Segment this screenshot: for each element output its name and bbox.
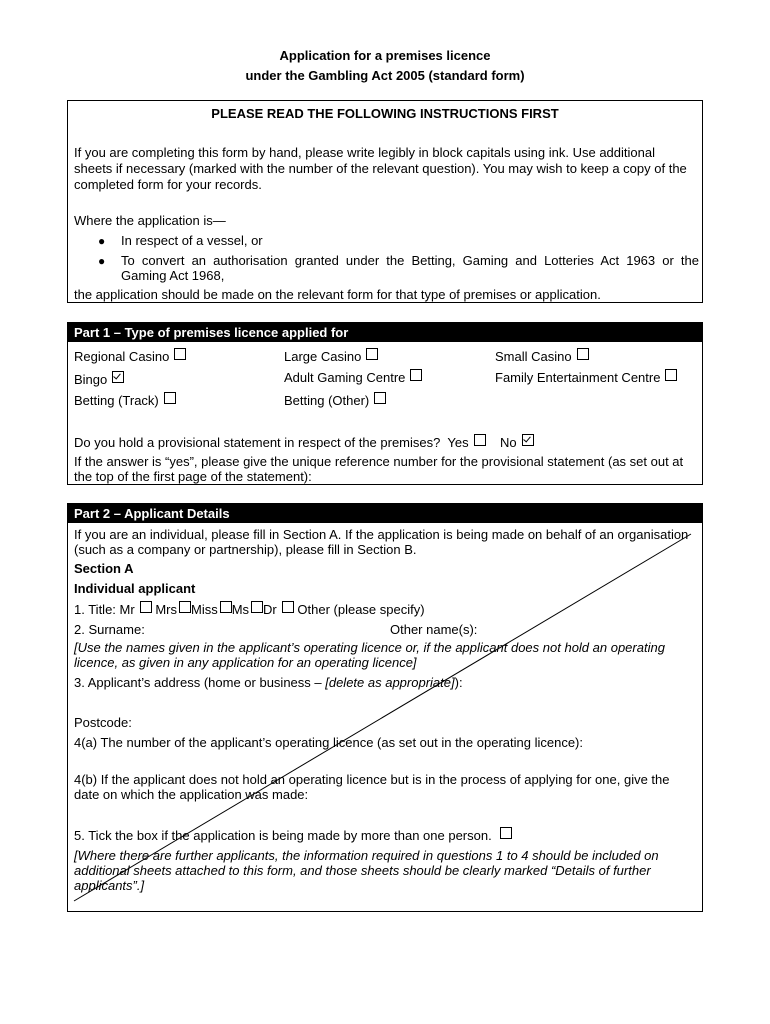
large-casino-checkbox[interactable] <box>366 348 378 360</box>
instructions-para: If you are completing this form by hand, please write legibly in block capitals using ink. Use additional sheets if necessary (marked with the number of the relevant question). You may wish to keep a copy of the completed form for your records. <box>74 145 687 192</box>
postcode-label: Postcode: <box>74 715 132 730</box>
title-row: 1. Title: Mr Mrs Miss Ms Dr Other (please specify) <box>74 602 425 617</box>
strike-through-line <box>68 504 702 911</box>
where-intro: Where the application is— <box>74 213 226 228</box>
family-entertainment-centre-checkbox[interactable] <box>665 369 677 381</box>
provisional-note: If the answer is “yes”, please give the unique reference number for the provisional statement (as set out at the top of the first page of the statement): <box>74 454 684 484</box>
form-title-line1: Application for a premises licence <box>279 48 491 63</box>
part1-box <box>67 322 703 485</box>
part1-header: Part 1 – Type of premises licence applied for <box>68 323 702 342</box>
option-adult-gaming-centre: Adult Gaming Centre <box>284 369 422 385</box>
bullet-item-convert: To convert an authorisation granted under the Betting, Gaming and Lotteries Act 1963 or the Gaming Act 1968, <box>121 253 699 283</box>
instructions-closing: the application should be made on the relevant form for that type of premises or application. <box>74 287 601 302</box>
option-bingo: Bingo <box>74 371 124 387</box>
adult-gaming-centre-checkbox[interactable] <box>410 369 422 381</box>
provisional-no-checkbox[interactable] <box>522 434 534 446</box>
provisional-yes-checkbox[interactable] <box>474 434 486 446</box>
provisional-question-row <box>74 434 534 450</box>
bullet-item-vessel: In respect of a vessel, or <box>121 233 263 248</box>
bullet-icon: ● <box>98 234 106 248</box>
small-casino-checkbox[interactable] <box>577 348 589 360</box>
option-family-entertainment-centre: Family Entertainment Centre <box>495 369 677 385</box>
further-applicants-note: [Where there are further applicants, the information required in questions 1 to 4 should be included on additional sheets attached to this form, and those sheets should be clearly marked “Details of further applicants”.] <box>74 848 659 893</box>
operating-licence-application-label: 4(b) If the applicant does not hold an operating licence but is in the process of applying for one, give the date on which the application was made: <box>74 772 670 802</box>
surname-label: 2. Surname: <box>74 622 145 637</box>
part2-header: Part 2 – Applicant Details <box>68 504 702 523</box>
surname-note: [Use the names given in the applicant’s operating licence or, if the applicant does not hold an operating licence, as given in any application for an operating licence] <box>74 640 665 670</box>
no-label: No <box>500 435 517 450</box>
provisional-question: Do you hold a provisional statement in respect of the premises? <box>74 435 441 450</box>
betting-other-checkbox[interactable] <box>374 392 386 404</box>
instructions-heading: PLEASE READ THE FOLLOWING INSTRUCTIONS FIRST <box>211 106 559 121</box>
part2-intro: If you are an individual, please fill in Section A. If the application is being made on behalf of an organisation (such as a company or partnership), please fill in Section B. <box>74 527 689 557</box>
option-large-casino: Large Casino <box>284 348 378 364</box>
address-label: 3. Applicant’s address (home or business – [delete as appropriate]): <box>74 675 463 690</box>
bullet-icon: ● <box>98 254 106 268</box>
option-small-casino: Small Casino <box>495 348 589 364</box>
section-a-heading: Section A <box>74 561 134 576</box>
betting-track-checkbox[interactable] <box>164 392 176 404</box>
option-regional-casino: Regional Casino <box>74 348 186 364</box>
form-title-line2: under the Gambling Act 2005 (standard form) <box>245 68 525 83</box>
diagonal-strike <box>74 534 691 901</box>
option-betting-other: Betting (Other) <box>284 392 386 408</box>
individual-applicant-heading: Individual applicant <box>74 581 196 596</box>
instructions-box <box>67 100 703 303</box>
yes-label: Yes <box>447 435 469 450</box>
multiple-applicants-row: 5. Tick the box if the application is being made by more than one person. <box>74 827 512 843</box>
regional-casino-checkbox[interactable] <box>174 348 186 360</box>
bingo-checkbox[interactable] <box>112 371 124 383</box>
part2-box <box>67 503 703 912</box>
option-betting-track: Betting (Track) <box>74 392 176 408</box>
other-names-label: Other name(s): <box>390 622 478 637</box>
title-label: 1. Title: Mr <box>74 602 135 617</box>
operating-licence-number-label: 4(a) The number of the applicant’s operating licence (as set out in the operating licence): <box>74 735 583 750</box>
